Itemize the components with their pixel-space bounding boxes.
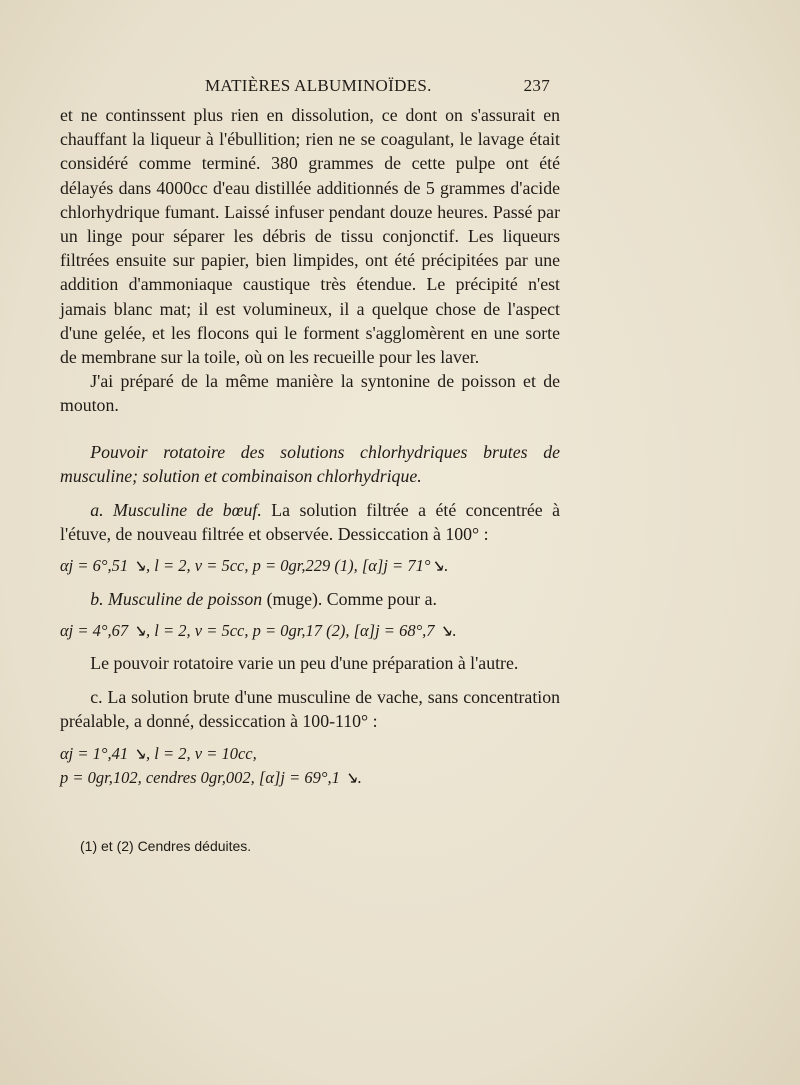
item-b-label: b. Musculine de poisson <box>90 588 263 609</box>
item-a <box>60 498 560 546</box>
paragraph-1: et ne continssent plus rien en dissolution, ce dont on s'assurait en chauffant la liqueur à l'ébullition; rien ne se coagulant, le lavage était considéré comme terminé. 380 grammes de cette pulpe ont été délayés dans 4000cc d'eau distillée additionnés de 5 grammes d'acide chlorhydrique fumant. Laissé infuser pendant douze heures. Passé par un linge pour séparer les débris de tissu conjonctif. Les liqueurs filtrées ensuite sur papier, bien limpides, ont été précipitées par une addition d'ammoniaque caustique très étendue. Le précipité n'est jamais blanc mat; il est volumineux, il a quelque chose de l'aspect d'une gelée, et les flocons qui le forment s'agglomèrent en une sorte de membrane sur la toile, où on les recueille pour les laver. <box>60 105 560 368</box>
paragraph-3: Le pouvoir rotatoire varie un peu d'une préparation à l'autre. <box>90 653 519 674</box>
running-header <box>205 76 550 96</box>
paragraph-2: J'ai préparé de la même manière la syntonine de poisson et de mouton. <box>60 371 560 416</box>
page-number: 237 <box>523 76 550 95</box>
running-title: MATIÈRES ALBUMINOÏDES. <box>205 76 432 95</box>
item-b-text: (muge). Comme pour a. <box>262 588 437 609</box>
body-text <box>60 103 560 798</box>
formula-a: αj = 6°,51 ↘, l = 2, v = 5cc, p = 0gr,229 (1), [α]j = 71°↘. <box>60 556 449 576</box>
section-title: Pouvoir rotatoire des solutions chlorhydriques brutes de musculine; solution et combinaison chlorhydrique. <box>60 441 560 486</box>
formula-b: αj = 4°,67 ↘, l = 2, v = 5cc, p = 0gr,17 (2), [α]j = 68°,7 ↘. <box>60 620 457 640</box>
item-b <box>60 587 560 611</box>
formula-c2: p = 0gr,102, cendres 0gr,002, [α]j = 69°,1 ↘. <box>60 767 362 787</box>
item-c: c. La solution brute d'une musculine de vache, sans concentration préalable, a donné, dessiccation à 100-110° : <box>60 687 560 732</box>
item-a-label: a. Musculine de bœuf. <box>90 500 262 521</box>
item-a-text: La solution filtrée a été concentrée à l'étuve, de nouveau filtrée et observée. Dessiccation à 100° : <box>60 500 560 545</box>
formula-c1: αj = 1°,41 ↘, l = 2, v = 10cc, <box>60 743 257 763</box>
footnote: (1) et (2) Cendres déduites. <box>80 838 252 854</box>
